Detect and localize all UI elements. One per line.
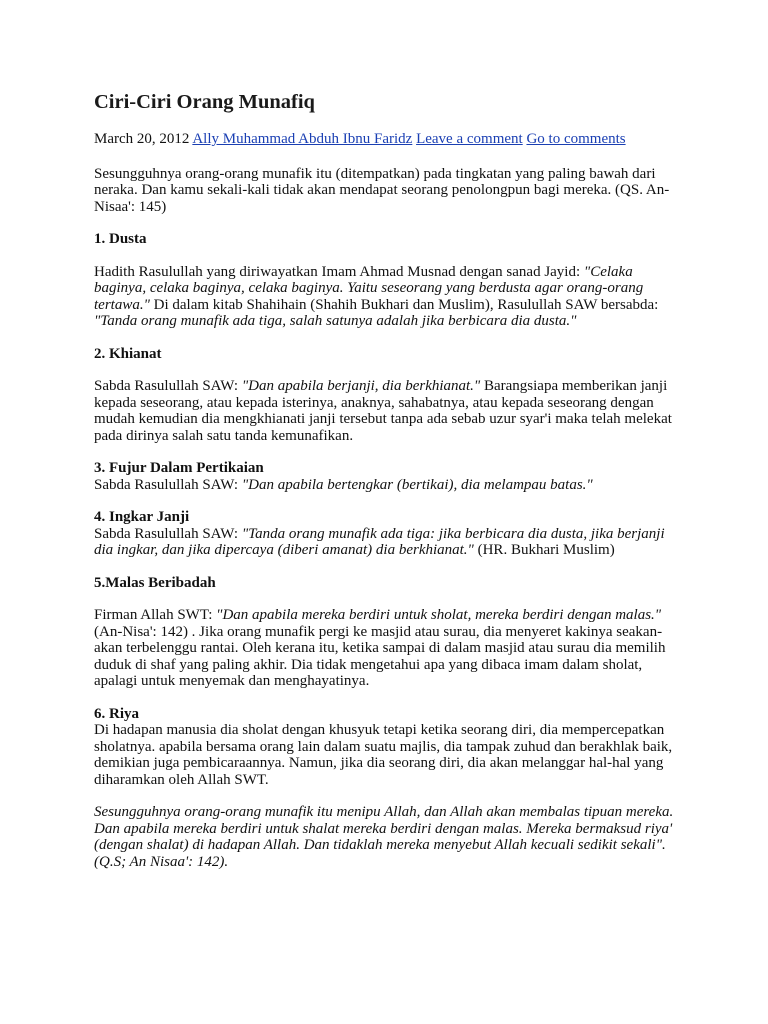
section-heading-dusta: 1. Dusta bbox=[94, 231, 147, 247]
section-body-riya: Di hadapan manusia dia sholat dengan khusyuk tetapi ketika seorang diri, dia mempercepatkan sholatnya. apabila bersama orang lain dalam suatu majlis, dia tampak zuhud dan berakhlak baik, demikian juga pembicaraannya. Namun, jika dia seorang diri, dia akan melanggar hal-hal yang diharamkan oleh Allah SWT. bbox=[94, 722, 673, 788]
body-text: (An-Nisa': 142) . Jika orang munafik pergi ke masjid atau surau, dia menyeret kakinya seakan-akan terbelenggu rantai. Oleh kerana itu, ketika sampai di dalam masjid atau surau dia memilih duduk di shaf yang paling akhir. Dia tidak mengetahui apa yang dibaca imam dalam sholat, apalagi untuk menyemak dan menghayatinya. bbox=[94, 623, 666, 689]
hadith-quote: "Dan apabila bertengkar (bertikai), dia melampau batas." bbox=[241, 476, 593, 493]
body-text: (HR. Bukhari Muslim) bbox=[473, 542, 615, 558]
hadith-quote: "Tanda orang munafik ada tiga, salah satunya adalah jika berbicara dia dusta." bbox=[94, 313, 577, 329]
body-text: Firman Allah SWT: bbox=[94, 607, 217, 623]
section-heading-riya: 6. Riya bbox=[94, 705, 139, 722]
body-text: Sabda Rasulullah SAW: bbox=[94, 525, 242, 542]
section-body-fujur bbox=[94, 477, 684, 494]
post-date: March 20, 2012 bbox=[94, 131, 190, 147]
section-body-ingkar-janji bbox=[94, 526, 684, 559]
body-text: Hadith Rasulullah yang diriwayatkan Imam Ahmad Musnad dengan sanad Jayid: bbox=[94, 263, 584, 280]
body-text: Barangsiapa memberikan janji kepada seseorang, atau kepada isterinya, anaknya, sahabatnya, atau kepada seseorang dengan mudah kemudian dia mengkhianati janji tersebut tanpa ada sebab uzur syar'i maka telah melekat pada dirinya salah satu tanda kemunafikan. bbox=[94, 378, 672, 444]
section-heading-khianat: 2. Khianat bbox=[94, 345, 162, 362]
section-body-khianat bbox=[94, 378, 684, 444]
hadith-quote: "Celaka baginya, celaka baginya, celaka baginya. Yaitu seseorang yang berdusta agar orang-orang tertawa." bbox=[94, 263, 644, 313]
hadith-quote: "Dan apabila berjanji, dia berkhianat." bbox=[241, 378, 481, 394]
section-heading-ingkar-janji: 4. Ingkar Janji bbox=[94, 509, 190, 525]
section-body-dusta bbox=[94, 264, 684, 330]
body-text: Sabda Rasulullah SAW: bbox=[94, 378, 242, 394]
article bbox=[94, 90, 684, 886]
author-link[interactable]: Ally Muhammad Abduh Ibnu Faridz bbox=[192, 131, 413, 147]
section-body-malas-beribadah bbox=[94, 607, 684, 690]
section-heading-malas-beribadah: 5.Malas Beribadah bbox=[94, 574, 216, 591]
body-text: Di dalam kitab Shahihain (Shahih Bukhari dan Muslim), Rasulullah SAW bersabda: bbox=[149, 296, 659, 313]
post-meta bbox=[94, 131, 684, 148]
section-heading-fujur: 3. Fujur Dalam Pertikaian bbox=[94, 460, 264, 476]
quran-quote: "Dan apabila mereka berdiri untuk sholat, mereka berdiri dengan malas." bbox=[216, 607, 662, 623]
leave-comment-link[interactable]: Leave a comment bbox=[416, 131, 523, 147]
body-text: Sabda Rasulullah SAW: bbox=[94, 476, 242, 493]
closing-quote: Sesungguhnya orang-orang munafik itu menipu Allah, dan Allah akan membalas tipuan mereka. Dan apabila mereka berdiri untuk shalat mereka berdiri dengan malas. Mereka bermaksud riya' (dengan shalat) di hadapan Allah. Dan tidaklah mereka menyebut Allah kecuali sedikit sekali". (Q.S; An Nisaa': 142). bbox=[94, 804, 674, 870]
page-title: Ciri-Ciri Orang Munafiq bbox=[94, 91, 315, 113]
intro-paragraph: Sesungguhnya orang-orang munafik itu (ditempatkan) pada tingkatan yang paling bawah dari neraka. Dan kamu sekali-kali tidak akan mendapat seorang penolongpun bagi mereka. (QS. An-Nisaa': 145) bbox=[94, 165, 670, 215]
go-to-comments-link[interactable]: Go to comments bbox=[526, 131, 626, 147]
hadith-quote: "Tanda orang munafik ada tiga: jika berbicara dia dusta, jika berjanji dia ingkar, dan jika dipercaya (diberi amanat) dia berkhianat." bbox=[94, 525, 665, 558]
